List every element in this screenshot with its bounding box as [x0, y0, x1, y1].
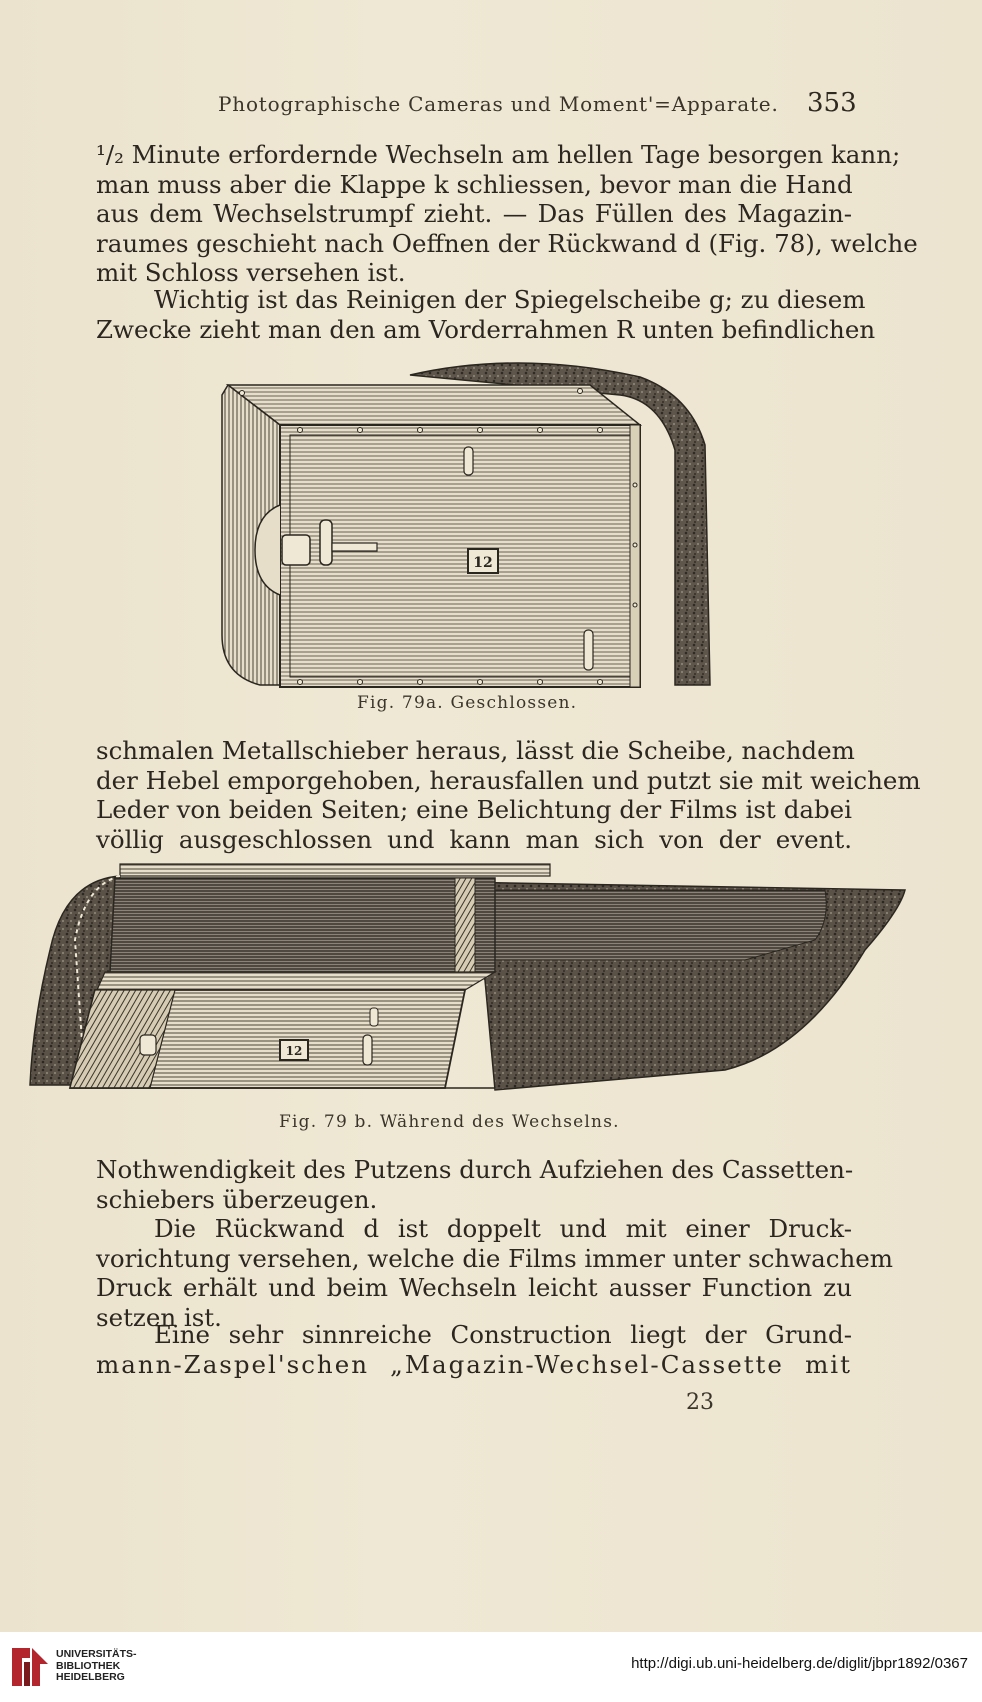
- text-line: mann-Zaspel'schen „Magazin-Wechsel-Cassette mit: [96, 1349, 852, 1379]
- text-line: Die Rückwand d ist doppelt und mit einer Druck-: [154, 1214, 852, 1243]
- page-header: [0, 88, 982, 124]
- figure-79a-closed-cassette: [220, 355, 720, 695]
- library-logo-icon: [8, 1642, 52, 1692]
- paragraph-3: [96, 736, 921, 854]
- figure-79b-open-cassette: [25, 860, 910, 1115]
- page-number: 353: [807, 88, 857, 118]
- text-line: ¹/₂ Minute erfordernde Wechseln am hellen Tage besorgen kann;: [96, 140, 901, 169]
- figure-79b-caption: Fig. 79 b. Während des Wechselns.: [279, 1112, 620, 1132]
- paragraph-1: [96, 140, 918, 288]
- library-name: [56, 1649, 137, 1684]
- library-name-line: BIBLIOTHEK: [56, 1659, 121, 1672]
- library-footer: [0, 1632, 982, 1702]
- plate-label-a: 12: [473, 555, 493, 571]
- paragraph-5: [96, 1214, 894, 1332]
- text-line: Nothwendigkeit des Putzens durch Aufziehen des Cassetten-: [96, 1155, 854, 1184]
- plate-label-b: 12: [285, 1044, 303, 1058]
- text-line: setzen ist.: [96, 1302, 222, 1332]
- text-line: mit Schloss versehen ist.: [96, 258, 406, 287]
- text-line: Eine sehr sinnreiche Construction liegt der Grund-: [154, 1320, 852, 1349]
- text-line: Zwecke zieht man den am Vorderrahmen R unten befindlichen: [96, 314, 876, 344]
- figure-79a-caption: Fig. 79a. Geschlossen.: [357, 693, 578, 713]
- text-line: der Hebel emporgehoben, herausfallen und putzt sie mit weichem: [96, 765, 921, 795]
- text-line: schmalen Metallschieber heraus, lässt die Scheibe, nachdem: [96, 736, 855, 765]
- running-title: Photographische Cameras und Moment'=Apparate.: [218, 92, 779, 116]
- text-line: vorichtung versehen, welche die Films immer unter schwachem: [96, 1243, 894, 1273]
- text-line: man muss aber die Klappe k schliessen, bevor man die Hand: [96, 169, 853, 199]
- text-line: aus dem Wechselstrumpf zieht. — Das Füllen des Magazin-: [96, 199, 852, 228]
- permalink-url[interactable]: http://digi.ub.uni-heidelberg.de/diglit/jbpr1892/0367: [631, 1655, 968, 1672]
- text-line: völlig ausgeschlossen und kann man sich von der event.: [96, 824, 852, 854]
- paragraph-6: [96, 1320, 852, 1379]
- text-line: schiebers überzeugen.: [96, 1184, 378, 1214]
- paragraph-2: [96, 285, 876, 344]
- library-name-line: HEIDELBERG: [56, 1671, 125, 1683]
- paragraph-4: [96, 1155, 852, 1214]
- text-line: Leder von beiden Seiten; eine Belichtung der Films ist dabei: [96, 795, 852, 824]
- text-line: raumes geschieht nach Oeffnen der Rückwand d (Fig. 78), welche: [96, 228, 918, 258]
- signature-mark: 23: [686, 1390, 714, 1415]
- text-line: Druck erhält und beim Wechseln leicht ausser Function zu: [96, 1273, 852, 1302]
- text-line: Wichtig ist das Reinigen der Spiegelscheibe g; zu diesem: [154, 285, 866, 314]
- library-name-line: UNIVERSITÄTS-: [56, 1648, 137, 1660]
